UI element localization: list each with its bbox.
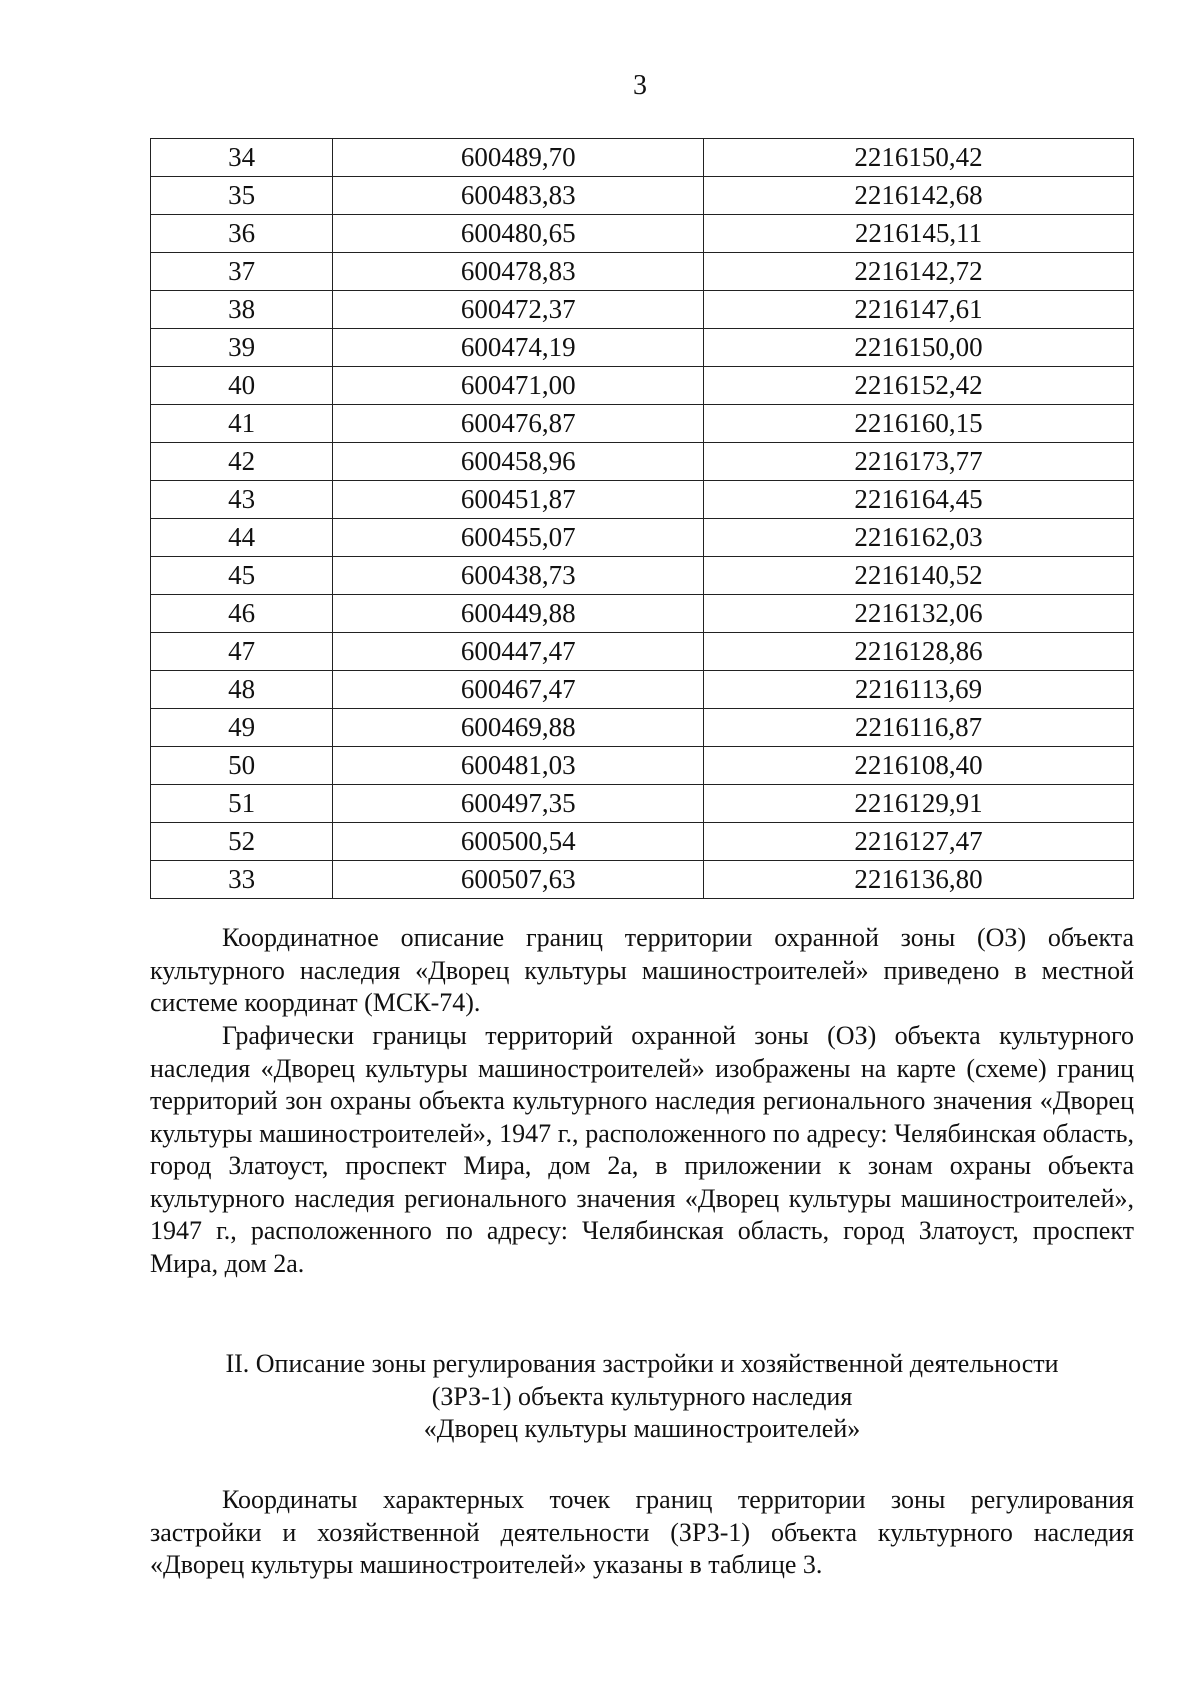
point-number-cell: 45 [151,557,333,595]
table-row [151,367,1134,405]
x-coordinate-cell: 600467,47 [333,671,704,709]
paragraph-text: Графически границы территорий охранной зоны (ОЗ) объекта культурного наследия «Дворец культуры машиностроителей» изображены на карте (схеме) границ территорий зон охраны объекта культурного наследия регионального значения «Дворец культуры машиностроителей», 1947 г., расположенного по адресу: Челябинская область, город Златоуст, проспект Мира, дом 2а, в приложении к зонам охраны объекта культурного наследия регионального значения «Дворец культуры машиностроителей», 1947 г., расположенного по адресу: Челябинская область, город Златоуст, проспект Мира, дом 2а. [150,1021,1134,1278]
table-row [151,405,1134,443]
point-number-cell: 41 [151,405,333,443]
paragraph-coordinate-description [150,922,1134,1020]
x-coordinate-cell: 600480,65 [333,215,704,253]
point-number-cell: 48 [151,671,333,709]
section-heading [150,1348,1134,1446]
y-coordinate-cell: 2216145,11 [704,215,1134,253]
page-number [0,70,1200,102]
table-row [151,861,1134,899]
x-coordinate-cell: 600507,63 [333,861,704,899]
table-row [151,671,1134,709]
x-coordinate-cell: 600451,87 [333,481,704,519]
table-row [151,519,1134,557]
page-number-text: 3 [633,70,647,101]
y-coordinate-cell: 2216147,61 [704,291,1134,329]
point-number-cell: 37 [151,253,333,291]
table-row [151,709,1134,747]
x-coordinate-cell: 600455,07 [333,519,704,557]
y-coordinate-cell: 2216164,45 [704,481,1134,519]
paragraph-text: Координаты характерных точек границ территории зоны регулирования застройки и хозяйственной деятельности (ЗРЗ-1) объекта культурного наследия «Дворец культуры машиностроителей» указаны в таблице 3. [150,1485,1134,1579]
table-row [151,785,1134,823]
paragraph-graphic-description [150,1020,1134,1280]
point-number-cell: 47 [151,633,333,671]
x-coordinate-cell: 600471,00 [333,367,704,405]
x-coordinate-cell: 600458,96 [333,443,704,481]
y-coordinate-cell: 2216128,86 [704,633,1134,671]
point-number-cell: 51 [151,785,333,823]
x-coordinate-cell: 600483,83 [333,177,704,215]
table-row [151,253,1134,291]
coordinates-table [150,138,1134,899]
x-coordinate-cell: 600481,03 [333,747,704,785]
point-number-cell: 50 [151,747,333,785]
y-coordinate-cell: 2216142,72 [704,253,1134,291]
table-row [151,633,1134,671]
y-coordinate-cell: 2216152,42 [704,367,1134,405]
point-number-cell: 36 [151,215,333,253]
x-coordinate-cell: 600476,87 [333,405,704,443]
y-coordinate-cell: 2216129,91 [704,785,1134,823]
table-row [151,215,1134,253]
point-number-cell: 40 [151,367,333,405]
table-row [151,823,1134,861]
point-number-cell: 43 [151,481,333,519]
x-coordinate-cell: 600474,19 [333,329,704,367]
y-coordinate-cell: 2216160,15 [704,405,1134,443]
table-row [151,481,1134,519]
y-coordinate-cell: 2216113,69 [704,671,1134,709]
table-row [151,595,1134,633]
point-number-cell: 38 [151,291,333,329]
y-coordinate-cell: 2216150,00 [704,329,1134,367]
y-coordinate-cell: 2216127,47 [704,823,1134,861]
table-row [151,443,1134,481]
x-coordinate-cell: 600489,70 [333,139,704,177]
y-coordinate-cell: 2216173,77 [704,443,1134,481]
x-coordinate-cell: 600469,88 [333,709,704,747]
point-number-cell: 39 [151,329,333,367]
y-coordinate-cell: 2216132,06 [704,595,1134,633]
point-number-cell: 35 [151,177,333,215]
x-coordinate-cell: 600500,54 [333,823,704,861]
y-coordinate-cell: 2216142,68 [704,177,1134,215]
x-coordinate-cell: 600478,83 [333,253,704,291]
table-row [151,747,1134,785]
point-number-cell: 44 [151,519,333,557]
table-row [151,291,1134,329]
table-row [151,139,1134,177]
point-number-cell: 34 [151,139,333,177]
paragraph-text: Координатное описание границ территории охранной зоны (ОЗ) объекта культурного наследия «Дворец культуры машиностроителей» приведено в местной системе координат (МСК-74). [150,923,1134,1017]
section-heading-line: (ЗРЗ-1) объекта культурного наследия [431,1381,853,1411]
section-heading-line: «Дворец культуры машиностроителей» [423,1414,861,1443]
y-coordinate-cell: 2216162,03 [704,519,1134,557]
point-number-cell: 46 [151,595,333,633]
x-coordinate-cell: 600472,37 [333,291,704,329]
section-heading-line: II. Описание зоны регулирования застройки и хозяйственной деятельности [225,1349,1059,1378]
x-coordinate-cell: 600447,47 [333,633,704,671]
table-row [151,177,1134,215]
x-coordinate-cell: 600497,35 [333,785,704,823]
x-coordinate-cell: 600438,73 [333,557,704,595]
point-number-cell: 33 [151,861,333,899]
table-row [151,557,1134,595]
y-coordinate-cell: 2216108,40 [704,747,1134,785]
y-coordinate-cell: 2216150,42 [704,139,1134,177]
y-coordinate-cell: 2216140,52 [704,557,1134,595]
y-coordinate-cell: 2216116,87 [704,709,1134,747]
point-number-cell: 42 [151,443,333,481]
x-coordinate-cell: 600449,88 [333,595,704,633]
table-row [151,329,1134,367]
paragraph-table-reference [150,1484,1134,1582]
y-coordinate-cell: 2216136,80 [704,861,1134,899]
point-number-cell: 52 [151,823,333,861]
point-number-cell: 49 [151,709,333,747]
